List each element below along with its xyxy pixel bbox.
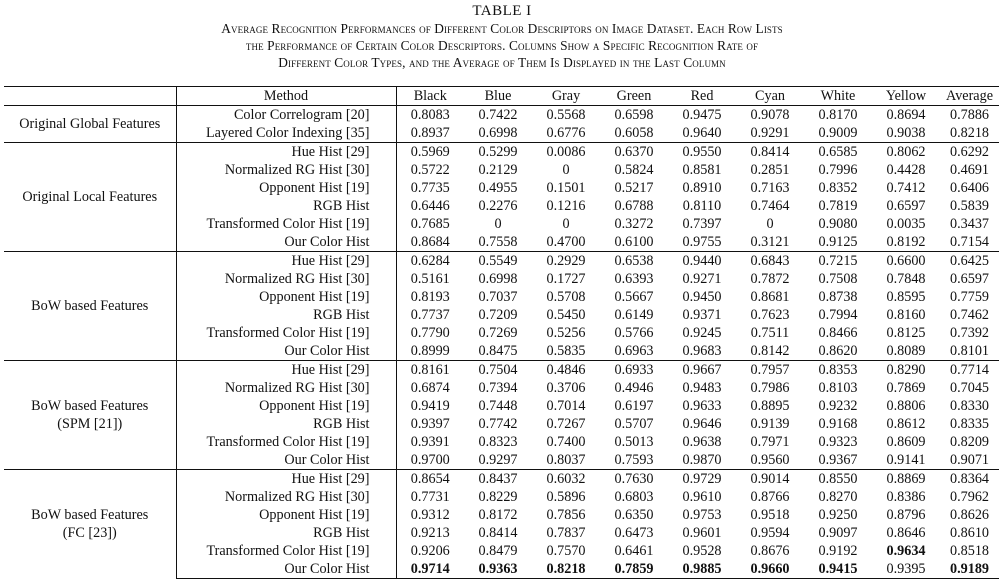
value-cell: 0.9634: [886, 543, 926, 559]
table-title: TABLE I: [472, 3, 532, 19]
value-cell: 0.8218: [532, 560, 600, 579]
value-cell: 0.6600: [872, 252, 940, 271]
method-cell: Layered Color Indexing [35]: [176, 124, 396, 143]
value-cell: 0.2129: [478, 162, 518, 178]
value-cell: 0.8103: [818, 380, 858, 396]
value-cell: 0.7397: [682, 216, 722, 232]
value-cell: 0.9097: [818, 525, 858, 541]
value-cell: 0.7848: [886, 271, 926, 287]
value-cell: 0.8895: [750, 398, 790, 414]
value-cell: 0.5824: [614, 162, 654, 178]
value-cell: 0: [766, 216, 774, 232]
table-row: [4, 361, 999, 380]
value-cell: 0.6776: [546, 125, 586, 141]
value-cell: 0.9560: [750, 452, 790, 468]
header-gray: Gray: [532, 87, 600, 106]
value-cell: 0.9271: [682, 271, 722, 287]
value-cell: 0.8110: [682, 198, 722, 214]
value-cell: 0.8353: [804, 361, 872, 380]
header-white: White: [804, 87, 872, 106]
group-label-line: (SPM [21]): [57, 416, 123, 432]
value-cell: 0.9633: [682, 398, 722, 414]
value-cell: 0.8654: [396, 470, 464, 489]
value-cell: 0.7269: [478, 325, 518, 341]
value-cell: 0.9038: [886, 125, 926, 141]
value-cell: 0.8910: [682, 180, 722, 196]
value-cell: 0.7731: [410, 489, 450, 505]
method-cell: Normalized RG Hist [30]: [176, 488, 396, 506]
value-cell: 0.2276: [478, 198, 518, 214]
value-cell: 0.8646: [886, 525, 926, 541]
value-cell: 0.2929: [532, 252, 600, 271]
caption-line-2: the Performance of Certain Color Descriptors. Columns Show a Specific Recognition Rate of: [245, 38, 759, 53]
value-cell: 0.9419: [410, 398, 450, 414]
value-cell: 0.9450: [682, 289, 722, 305]
value-cell: 0.9139: [750, 416, 790, 432]
value-cell: 0.8192: [886, 234, 926, 250]
value-cell: 0.8612: [886, 416, 926, 432]
value-cell: 0.9213: [410, 525, 450, 541]
value-cell: 0.4700: [546, 234, 586, 250]
group-label-line: BoW based Features: [31, 398, 149, 414]
value-cell: 0.8101: [949, 343, 989, 359]
value-cell: 0.6585: [804, 143, 872, 162]
value-cell: 0.7759: [949, 289, 989, 305]
value-cell: 0.9594: [750, 525, 790, 541]
method-cell: Opponent Hist [19]: [176, 179, 396, 197]
value-cell: 0.9870: [682, 452, 722, 468]
value-cell: 0.9009: [818, 125, 858, 141]
value-cell: 0.0086: [532, 143, 600, 162]
value-cell: 0.8466: [818, 325, 858, 341]
value-cell: 0.8806: [886, 398, 926, 414]
value-cell: 0.8475: [478, 343, 518, 359]
value-cell: 0.7819: [818, 198, 858, 214]
value-cell: 0.5707: [614, 416, 654, 432]
group-label: [4, 143, 176, 252]
value-cell: 0.8209: [949, 434, 989, 450]
value-cell: 0.9415: [804, 560, 872, 579]
method-cell: Hue Hist [29]: [176, 252, 396, 271]
value-cell: 0.6350: [614, 507, 654, 523]
value-cell: 0.9610: [682, 489, 722, 505]
group-label: [4, 361, 176, 470]
value-cell: 0.0035: [886, 216, 926, 232]
method-cell: RGB Hist: [176, 306, 396, 324]
value-cell: 0.9189: [940, 560, 999, 579]
value-cell: 0.8581: [682, 162, 722, 178]
header-method: Method: [176, 87, 396, 106]
value-cell: 0.5835: [546, 343, 586, 359]
value-cell: 0.7957: [736, 361, 804, 380]
value-cell: 0.6284: [396, 252, 464, 271]
value-cell: 0.8193: [410, 289, 450, 305]
value-cell: 0.9312: [410, 507, 450, 523]
value-cell: 0.1216: [546, 198, 586, 214]
value-cell: 0.9080: [818, 216, 858, 232]
value-cell: 0.7215: [804, 252, 872, 271]
value-cell: 0.7962: [949, 489, 989, 505]
value-cell: 0.5766: [614, 325, 654, 341]
value-cell: 0.6598: [600, 106, 668, 125]
value-cell: 0.4946: [614, 380, 654, 396]
value-cell: 0.9078: [736, 106, 804, 125]
value-cell: 0.9141: [886, 452, 926, 468]
value-cell: 0.9363: [464, 560, 532, 579]
value-cell: 0.9667: [668, 361, 736, 380]
group-label-line: BoW based Features: [31, 507, 149, 524]
method-cell: Color Correlogram [20]: [176, 106, 396, 125]
table-row: [4, 106, 999, 125]
value-cell: 0.7448: [478, 398, 518, 414]
value-cell: 0.7400: [546, 434, 586, 450]
value-cell: 0.8681: [750, 289, 790, 305]
method-cell: Normalized RG Hist [30]: [176, 270, 396, 288]
value-cell: 0.5708: [546, 289, 586, 305]
value-cell: 0.8550: [804, 470, 872, 489]
value-cell: 0.5969: [396, 143, 464, 162]
value-cell: 0.8160: [886, 307, 926, 323]
method-cell: RGB Hist: [176, 197, 396, 215]
value-cell: 0.9397: [410, 416, 450, 432]
method-cell: Transformed Color Hist [19]: [176, 215, 396, 233]
table-caption: [0, 0, 1004, 71]
value-cell: 0.7412: [886, 180, 926, 196]
value-cell: 0.7462: [949, 307, 989, 323]
results-table: [4, 86, 999, 579]
value-cell: 0.7986: [750, 380, 790, 396]
value-cell: 0.8364: [940, 470, 999, 489]
group-label: [4, 106, 176, 143]
value-cell: 0.9483: [682, 380, 722, 396]
value-cell: 0.5161: [410, 271, 450, 287]
value-cell: 0.9192: [818, 543, 858, 559]
value-cell: 0.8172: [478, 507, 518, 523]
value-cell: 0.7045: [949, 380, 989, 396]
value-cell: 0.8161: [396, 361, 464, 380]
value-cell: 0.8610: [949, 525, 989, 541]
value-cell: 0.7570: [546, 543, 586, 559]
value-cell: 0.8796: [886, 507, 926, 523]
value-cell: 0.8083: [396, 106, 464, 125]
value-cell: 0.7593: [614, 452, 654, 468]
value-cell: 0.6597: [949, 271, 989, 287]
value-cell: 0.4691: [949, 162, 989, 178]
value-cell: 0.8518: [949, 543, 989, 559]
method-cell: Opponent Hist [19]: [176, 288, 396, 306]
value-cell: 0.9640: [682, 125, 722, 141]
value-cell: 0.6788: [614, 198, 654, 214]
value-cell: 0.8352: [818, 180, 858, 196]
value-cell: 0.9071: [949, 452, 989, 468]
caption-line-1: Average Recognition Performances of Different Color Descriptors on Image Dataset. Each Row Lists: [221, 21, 783, 36]
method-cell: Opponent Hist [19]: [176, 397, 396, 415]
value-cell: 0.7464: [750, 198, 790, 214]
method-cell: Hue Hist [29]: [176, 143, 396, 162]
value-cell: 0.8937: [410, 125, 450, 141]
value-cell: 0.8626: [949, 507, 989, 523]
value-cell: 0.8386: [886, 489, 926, 505]
value-cell: 0.7837: [546, 525, 586, 541]
method-cell: Opponent Hist [19]: [176, 506, 396, 524]
value-cell: 0.9729: [668, 470, 736, 489]
value-cell: 0.8089: [886, 343, 926, 359]
value-cell: 0.8229: [478, 489, 518, 505]
value-cell: 0.9391: [410, 434, 450, 450]
value-cell: 0.6100: [614, 234, 654, 250]
value-cell: 0.6843: [736, 252, 804, 271]
value-cell: 0: [562, 216, 570, 232]
value-cell: 0.8620: [818, 343, 858, 359]
value-cell: 0.7558: [478, 234, 518, 250]
header-black: Black: [396, 87, 464, 106]
value-cell: 0.9125: [818, 234, 858, 250]
value-cell: 0.7392: [949, 325, 989, 341]
value-cell: 0.4846: [532, 361, 600, 380]
table-header-row: [4, 87, 999, 106]
value-cell: 0.8142: [750, 343, 790, 359]
value-cell: 0.9323: [818, 434, 858, 450]
method-cell: Our Color Hist: [176, 451, 396, 470]
value-cell: 0.7511: [750, 325, 790, 341]
value-cell: 0.5667: [614, 289, 654, 305]
value-cell: 0.9440: [668, 252, 736, 271]
value-cell: 0.7856: [546, 507, 586, 523]
value-cell: 0.7504: [464, 361, 532, 380]
value-cell: 0.5299: [464, 143, 532, 162]
method-cell: Transformed Color Hist [19]: [176, 542, 396, 560]
value-cell: 0.6032: [532, 470, 600, 489]
value-cell: 0: [494, 216, 502, 232]
value-cell: 0.1501: [546, 180, 586, 196]
value-cell: 0.9245: [682, 325, 722, 341]
value-cell: 0.6446: [410, 198, 450, 214]
value-cell: 0.6473: [614, 525, 654, 541]
value-cell: 0.7508: [818, 271, 858, 287]
value-cell: 0.9206: [410, 543, 450, 559]
value-cell: 0.7037: [478, 289, 518, 305]
value-cell: 0.8694: [872, 106, 940, 125]
value-cell: 0.6803: [614, 489, 654, 505]
value-cell: 0.8170: [804, 106, 872, 125]
table-row: [4, 143, 999, 162]
value-cell: 0.5217: [614, 180, 654, 196]
value-cell: 0.7737: [410, 307, 450, 323]
method-cell: Our Color Hist: [176, 342, 396, 361]
value-cell: 0.7971: [750, 434, 790, 450]
header-group-blank: [4, 87, 176, 106]
value-cell: 0.9550: [668, 143, 736, 162]
value-cell: 0.7422: [464, 106, 532, 125]
method-cell: Normalized RG Hist [30]: [176, 379, 396, 397]
value-cell: 0.9475: [668, 106, 736, 125]
value-cell: 0.8437: [464, 470, 532, 489]
value-cell: 0.9232: [818, 398, 858, 414]
value-cell: 0.6197: [614, 398, 654, 414]
value-cell: 0.6370: [600, 143, 668, 162]
value-cell: 0.5722: [410, 162, 450, 178]
method-cell: Transformed Color Hist [19]: [176, 324, 396, 342]
method-cell: Transformed Color Hist [19]: [176, 433, 396, 451]
value-cell: 0.6406: [949, 180, 989, 196]
value-cell: 0.7623: [750, 307, 790, 323]
table-body: [4, 106, 999, 579]
value-cell: 0.7014: [546, 398, 586, 414]
header-cyan: Cyan: [736, 87, 804, 106]
value-cell: 0.6998: [478, 271, 518, 287]
value-cell: 0.3272: [614, 216, 654, 232]
value-cell: 0.9755: [682, 234, 722, 250]
value-cell: 0.5896: [546, 489, 586, 505]
value-cell: 0.7714: [940, 361, 999, 380]
value-cell: 0.8414: [736, 143, 804, 162]
value-cell: 0.5839: [949, 198, 989, 214]
value-cell: 0.3437: [949, 216, 989, 232]
value-cell: 0.7859: [600, 560, 668, 579]
value-cell: 0.5256: [546, 325, 586, 341]
caption-line-3: Different Color Types, and the Average of Them Is Displayed in the Last Column: [278, 55, 726, 70]
value-cell: 0.8869: [872, 470, 940, 489]
value-cell: 0.4428: [886, 162, 926, 178]
value-cell: 0.9528: [682, 543, 722, 559]
value-cell: 0: [562, 162, 570, 178]
value-cell: 0.8999: [410, 343, 450, 359]
value-cell: 0.9714: [396, 560, 464, 579]
header-green: Green: [600, 87, 668, 106]
value-cell: 0.8335: [949, 416, 989, 432]
value-cell: 0.6058: [614, 125, 654, 141]
value-cell: 0.8684: [410, 234, 450, 250]
value-cell: 0.8037: [546, 452, 586, 468]
method-cell: Hue Hist [29]: [176, 470, 396, 489]
value-cell: 0.9014: [736, 470, 804, 489]
value-cell: 0.8290: [872, 361, 940, 380]
value-cell: 0.7209: [478, 307, 518, 323]
value-cell: 0.7735: [410, 180, 450, 196]
header-blue: Blue: [464, 87, 532, 106]
value-cell: 0.8062: [872, 143, 940, 162]
value-cell: 0.8479: [478, 543, 518, 559]
value-cell: 0.9168: [818, 416, 858, 432]
value-cell: 0.9638: [682, 434, 722, 450]
group-label-line: BoW based Features: [31, 298, 149, 314]
value-cell: 0.9291: [750, 125, 790, 141]
value-cell: 0.9753: [682, 507, 722, 523]
value-cell: 0.6933: [600, 361, 668, 380]
value-cell: 0.6393: [614, 271, 654, 287]
value-cell: 0.6425: [940, 252, 999, 271]
value-cell: 0.7790: [410, 325, 450, 341]
value-cell: 0.5568: [532, 106, 600, 125]
method-cell: RGB Hist: [176, 524, 396, 542]
method-cell: Our Color Hist: [176, 560, 396, 579]
group-label-line: Original Global Features: [19, 116, 161, 132]
header-yellow: Yellow: [872, 87, 940, 106]
value-cell: 0.7685: [410, 216, 450, 232]
value-cell: 0.9646: [682, 416, 722, 432]
method-cell: Hue Hist [29]: [176, 361, 396, 380]
value-cell: 0.6963: [614, 343, 654, 359]
value-cell: 0.8609: [886, 434, 926, 450]
value-cell: 0.9660: [736, 560, 804, 579]
value-cell: 0.7154: [949, 234, 989, 250]
group-label-line: (FC [23]): [62, 525, 117, 542]
header-red: Red: [668, 87, 736, 106]
value-cell: 0.5450: [546, 307, 586, 323]
value-cell: 0.6597: [886, 198, 926, 214]
value-cell: 0.8766: [750, 489, 790, 505]
value-cell: 0.3121: [750, 234, 790, 250]
value-cell: 0.6149: [614, 307, 654, 323]
value-cell: 0.7994: [818, 307, 858, 323]
value-cell: 0.9518: [750, 507, 790, 523]
value-cell: 0.8738: [818, 289, 858, 305]
method-cell: RGB Hist: [176, 415, 396, 433]
value-cell: 0.3706: [546, 380, 586, 396]
group-label-line: Original Local Features: [22, 189, 158, 205]
header-average: Average: [940, 87, 999, 106]
value-cell: 0.5549: [464, 252, 532, 271]
value-cell: 0.8125: [886, 325, 926, 341]
value-cell: 0.8330: [949, 398, 989, 414]
value-cell: 0.7267: [546, 416, 586, 432]
value-cell: 0.5013: [614, 434, 654, 450]
value-cell: 0.7872: [750, 271, 790, 287]
value-cell: 0.8414: [478, 525, 518, 541]
value-cell: 0.9371: [682, 307, 722, 323]
value-cell: 0.8218: [949, 125, 989, 141]
value-cell: 0.1727: [546, 271, 586, 287]
table-row: [4, 252, 999, 271]
method-cell: Our Color Hist: [176, 233, 396, 252]
value-cell: 0.9885: [668, 560, 736, 579]
value-cell: 0.7996: [818, 162, 858, 178]
value-cell: 0.9395: [872, 560, 940, 579]
value-cell: 0.7630: [600, 470, 668, 489]
value-cell: 0.9700: [410, 452, 450, 468]
value-cell: 0.2851: [750, 162, 790, 178]
value-cell: 0.6874: [410, 380, 450, 396]
table-row: [4, 470, 999, 489]
group-label: [4, 252, 176, 361]
value-cell: 0.4955: [478, 180, 518, 196]
value-cell: 0.8270: [818, 489, 858, 505]
value-cell: 0.8323: [478, 434, 518, 450]
value-cell: 0.9683: [682, 343, 722, 359]
value-cell: 0.9250: [818, 507, 858, 523]
value-cell: 0.6292: [940, 143, 999, 162]
value-cell: 0.7742: [478, 416, 518, 432]
group-label: [4, 470, 176, 579]
value-cell: 0.7163: [750, 180, 790, 196]
value-cell: 0.7886: [940, 106, 999, 125]
value-cell: 0.8676: [750, 543, 790, 559]
value-cell: 0.7394: [478, 380, 518, 396]
value-cell: 0.6538: [600, 252, 668, 271]
value-cell: 0.9297: [478, 452, 518, 468]
value-cell: 0.9601: [682, 525, 722, 541]
value-cell: 0.6998: [478, 125, 518, 141]
value-cell: 0.9367: [818, 452, 858, 468]
value-cell: 0.8595: [886, 289, 926, 305]
value-cell: 0.7869: [886, 380, 926, 396]
method-cell: Normalized RG Hist [30]: [176, 161, 396, 179]
value-cell: 0.6461: [614, 543, 654, 559]
